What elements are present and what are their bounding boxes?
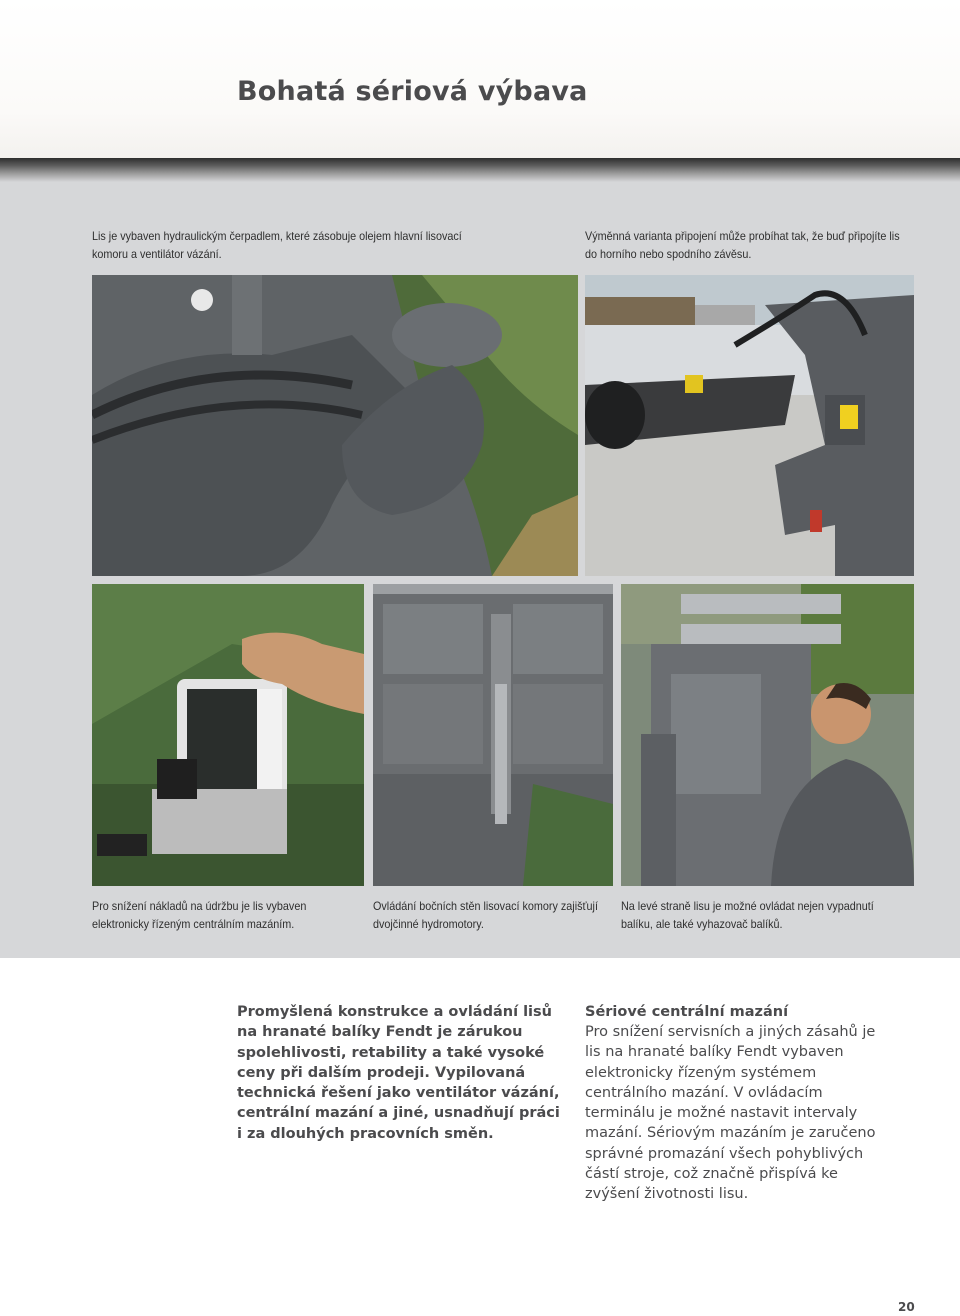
caption-hydraulic-pump: Lis je vybaven hydraulickým čerpadlem, které zásobuje olejem hlavní lisovací komoru a ventilátor vázání. — [92, 229, 462, 261]
photo-hitch — [585, 275, 914, 576]
caption-bale-ejector: Na levé straně lisu je možné ovládat nejen vypadnutí balíku, ale také vyhazovač balíků. — [621, 899, 874, 931]
photo-bale-ejector — [621, 584, 914, 886]
photo-central-lubrication — [92, 584, 364, 886]
photo-side-wall-hydromotors — [373, 584, 613, 886]
lead-paragraph: Promyšlená konstrukce a ovládání lisů na hranaté balíky Fendt je zárukou spolehlivosti, retability a také vysoké ceny při dalším prodeji. Vypilovaná technická řešení jako ventilátor vázání, centrální mazání a jiné, usnadňují práci i za dlouhých pracovních směn. — [237, 1004, 560, 1142]
page-title: Bohatá sériová výbava — [237, 76, 588, 107]
section-heading: Sériové centrální mazání — [585, 1004, 789, 1020]
caption-central-lubrication: Pro snížení nákladů na údržbu je lis vybaven elektronicky řízeným centrálním mazáním. — [92, 899, 307, 931]
photo-hydraulic-pump — [92, 275, 578, 576]
page-number: 20 — [898, 1300, 915, 1314]
caption-side-wall-hydromotors: Ovládání bočních stěn lisovací komory zajišťují dvojčinné hydromotory. — [373, 899, 598, 931]
caption-hitch-variant: Výměnná varianta připojení může probíhat tak, že buď připojíte lis do horního nebo spodního závěsu. — [585, 229, 900, 261]
section-body: Pro snížení servisních a jiných zásahů je lis na hranaté balíky Fendt vybaven elektronicky řízeným systémem centrálního mazání. V ovládacím terminálu je možné nastavit intervaly mazání. Sériovým mazáním je zaručeno správné promazání všech pohyblivých částí stroje, což značně přispívá ke zvýšení životnosti lisu. — [585, 1024, 876, 1203]
header-shadow-bar — [0, 158, 960, 182]
